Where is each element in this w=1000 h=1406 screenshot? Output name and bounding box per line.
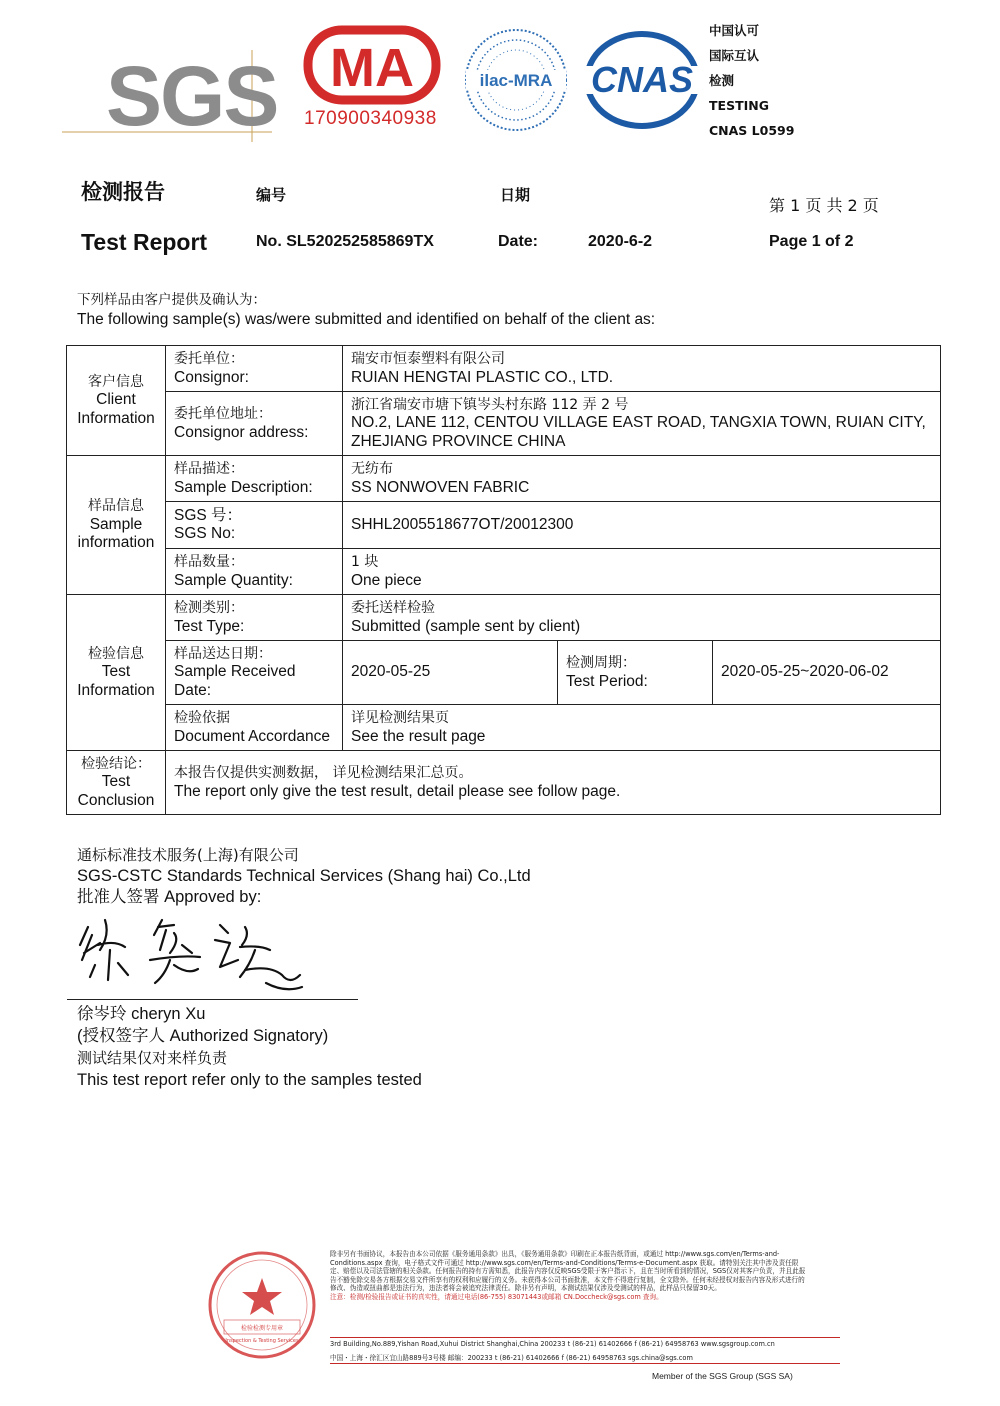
page-indicator-cn: 第 1 页 共 2 页 — [769, 196, 879, 215]
sample-quantity-label: 样品数量： Sample Quantity: — [166, 549, 343, 595]
ilac-mra-logo — [462, 26, 570, 134]
sgs-group-membership: Member of the SGS Group (SGS SA) — [652, 1371, 793, 1381]
svg-text:Inspection & Testing Services: Inspection & Testing Services — [225, 1338, 299, 1344]
test-period-label: 检测周期： Test Period: — [558, 641, 713, 705]
svg-text:ilac-MRA: ilac-MRA — [479, 71, 553, 90]
sample-quantity-value: 1 块 One piece — [343, 549, 941, 595]
report-date: 2020-6-2 — [588, 233, 653, 250]
consignor-value: 瑞安市恒泰塑料有限公司 RUIAN HENGTAI PLASTIC CO., LTD. — [343, 346, 941, 392]
category-client: 客户信息 Client Information — [67, 346, 166, 456]
address-en: 3rd Building,No.889,Yishan Road,Xuhui District Shanghai,China 200233 t (86-21) 61402666 f (86-21) 64958763 www.sgsgroup.com.cn — [330, 1340, 775, 1348]
table-row — [67, 641, 941, 705]
cert-line: TESTING — [709, 98, 769, 113]
test-type-label: 检测类别： Test Type: — [166, 595, 343, 641]
table-row — [67, 705, 941, 751]
table-row — [67, 502, 941, 549]
title-cn: 检测报告 — [81, 180, 165, 204]
consignor-label: 委托单位： Consignor: — [166, 346, 343, 392]
document-accordance-label: 检验依据 Document Accordance — [166, 705, 343, 751]
cma-logo — [300, 24, 445, 136]
signature-line — [67, 999, 358, 1000]
footer-divider — [330, 1363, 840, 1364]
consignor-address-label: 委托单位地址： Consignor address: — [166, 392, 343, 456]
accreditation-text — [709, 18, 794, 143]
conclusion-value: 本报告仅提供实测数据， 详见检测结果汇总页。 The report only give the test result, detail please see follow page. — [166, 751, 941, 815]
table-row — [67, 595, 941, 641]
footer-divider — [330, 1337, 840, 1338]
document-accordance-value: 详见检测结果页 See the result page — [343, 705, 941, 751]
date-label-en: Date: — [498, 233, 539, 250]
title-en: Test Report — [81, 229, 208, 255]
page-indicator-en: Page 1 of 2 — [769, 233, 854, 250]
sgs-no-label: SGS 号： SGS No: — [166, 502, 343, 549]
issuer-block: 通标标准技术服务(上海)有限公司 SGS-CSTC Standards Technical Services (Shang hai) Co.,Ltd 批准人签署 Approved by: — [77, 846, 531, 906]
category-test: 检验信息 Test Information — [67, 595, 166, 751]
svg-text:检验检测专用章: 检验检测专用章 — [240, 1325, 284, 1332]
sample-received-label: 样品送达日期： Sample Received Date: — [166, 641, 343, 705]
svg-text:CNAS: CNAS — [590, 59, 694, 100]
cma-number: 170900340938 — [304, 108, 437, 129]
sample-description-label: 样品描述： Sample Description: — [166, 456, 343, 502]
intro-statement: 下列样品由客户提供及确认为： The following sample(s) was/were submitted and identified on behalf of the client as: — [77, 292, 656, 328]
company-seal — [200, 1250, 320, 1365]
test-type-value: 委托送样检验 Submitted (sample sent by client) — [343, 595, 941, 641]
cert-line: 中国认可 — [709, 23, 760, 38]
cert-line: 国际互认 — [709, 48, 760, 63]
table-row — [67, 751, 941, 815]
cert-line: 检测 — [709, 73, 735, 88]
consignor-address-value: 浙江省瑞安市塘下镇岑头村东路 112 弄 2 号 NO.2, LANE 112, CENTOU VILLAGE EAST ROAD, TANGXIA TOWN, RUIAN CITY, ZHEJIANG PROVINCE CHINA — [343, 392, 941, 456]
cnas-logo — [582, 30, 702, 130]
test-period-value: 2020-05-25~2020-06-02 — [713, 641, 941, 705]
report-no: No. SL520252585869TX — [256, 233, 434, 250]
sample-description-value: 无纺布 SS NONWOVEN FABRIC — [343, 456, 941, 502]
table-row — [67, 346, 941, 392]
handwritten-signature — [70, 905, 310, 1000]
table-row — [67, 456, 941, 502]
svg-text:MA: MA — [330, 38, 414, 98]
signatory-block: 徐岑玲 cheryn Xu (授权签字人 Authorized Signatory) 测试结果仅对来样负责 This test report refer only to the samples tested — [77, 1005, 422, 1089]
date-label-cn: 日期 — [500, 186, 531, 204]
sample-received-value: 2020-05-25 — [343, 641, 558, 705]
table-row — [67, 392, 941, 456]
sgs-no-value: SHHL2005518677OT/20012300 — [343, 502, 941, 549]
category-conclusion: 检验结论： Test Conclusion — [67, 751, 166, 815]
address-cn: 中国・上海・徐汇区宜山路889号3号楼 邮编：200233 t (86-21) 61402666 f (86-21) 64958763 sgs.china@sgs.com — [330, 1354, 693, 1362]
report-no-label-cn: 编号 — [256, 186, 287, 204]
sgs-logo: SGS — [106, 49, 278, 143]
category-sample: 样品信息 Sample information — [67, 456, 166, 595]
terms-fine-print: 除非另有书面协议，本报告由本公司依据《服务通用条款》出具，《服务通用条款》印刷在正本报告纸背面，或通过 http://www.sgs.com/en/Terms-and-Conditions.aspx 查询，电子格式文件可通过 http://www.sgs.com/en/Terms-and-Conditions/Terms-e-Document.aspx 获取。请特别关注其中涉及责任限定、赔偿以及司法管辖的相关条款。任何报告的持有方需知悉，此报告内容仅反映SGS受限于客户指示下，且在当时所看到的情况，SGS仅对其客户负责，并且此报告不豁免除交易各方根据交易文件所享有的权利和应履行的义务。未获得本公司书面批准，本文件不得进行复制，全文除外。任何未经授权对报告内容及形式进行的修改、伪造或扭曲都是违法行为，违法者将会被追究法律责任。除非另有声明，本测试结果仅涉及受测试的样品，此样品只保留30天。 注意：检测/检验报告或证书的真实性，请通过电话(86-755) 83071443或邮箱 CN.Doccheck@sgs.com 查询。 — [330, 1250, 806, 1301]
table-row — [67, 549, 941, 595]
sample-info-table — [66, 345, 941, 815]
cert-line: CNAS L0599 — [709, 123, 795, 138]
